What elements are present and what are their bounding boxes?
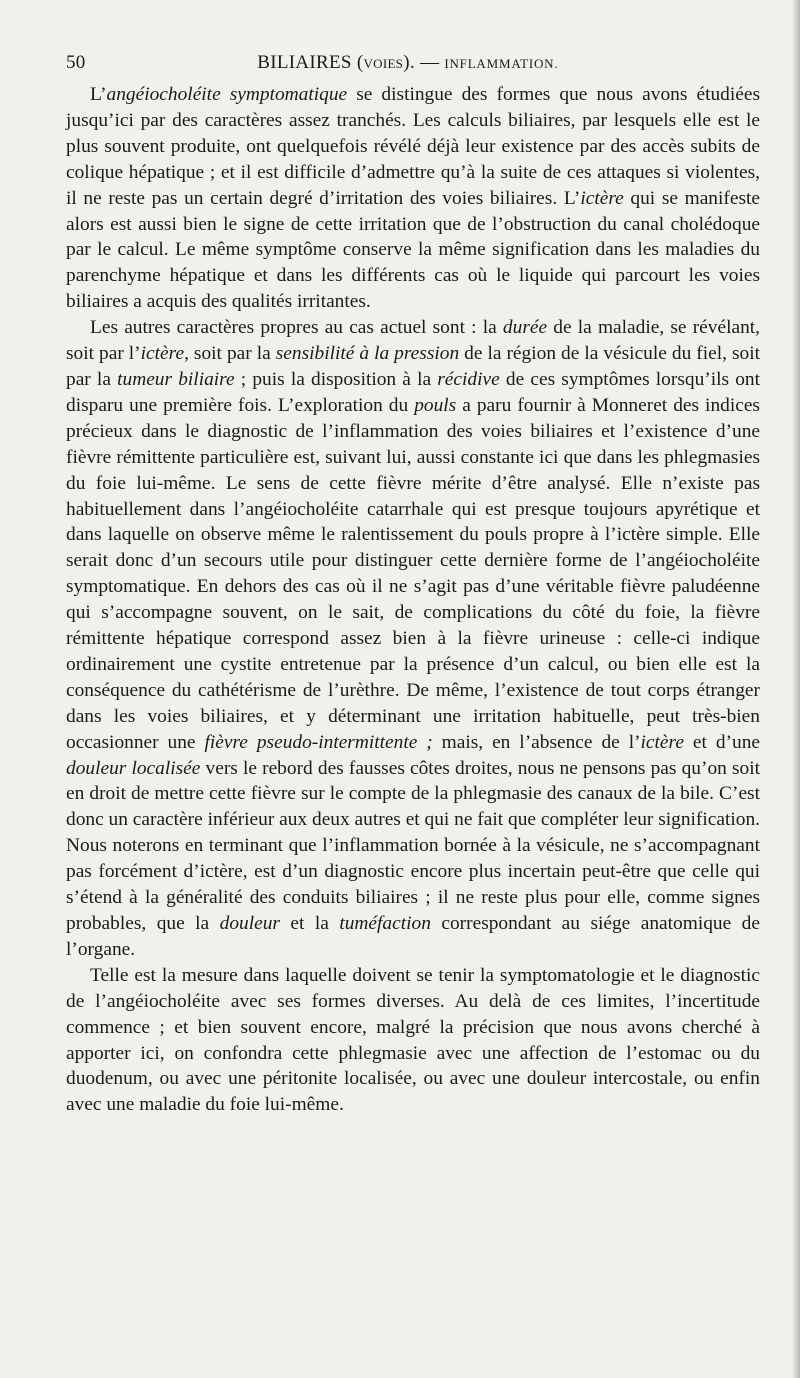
page-edge-shadow bbox=[792, 0, 800, 1378]
term-duree: durée bbox=[502, 317, 548, 339]
term-douleur-localisee: douleur localisée bbox=[66, 757, 201, 779]
term-sensibilite: sensibilité à la pression bbox=[275, 343, 460, 365]
paragraph-3: Telle est la mesure dans laquelle doivent se tenir la symptomatologie et le diagnostic de l’angéiocholéite avec ses formes diverses. Au delà de ces limites, l’incertitude commence ; et bien souvent encore, malgré la précision que nous avons cherché à apporter ici, on confondra cette phlegmasie avec une affection de l’estomac ou du duodenum, ou avec une péritonite localisée, ou avec une douleur intercostale, ou enfin avec une maladie du foie lui-même. bbox=[66, 964, 760, 1116]
term-douleur: douleur bbox=[219, 913, 280, 934]
term-tumefaction: tuméfaction bbox=[339, 913, 431, 934]
header-dash: — bbox=[419, 52, 440, 73]
term-angeiocholeite-symptomatique: angéiocholéite symptomatique bbox=[106, 84, 348, 105]
term-recidive: récidive bbox=[437, 368, 500, 390]
paragraph-2: Les autres caractères propres au cas actuel sont : la durée de la maladie, se révélant, soit par l’ictère, soit par la sensibilité à la pression de la région de la vésicule du fiel, soit par la tumeur biliaire ; puis la disposition à la récidive de ces symptômes lorsqu’ils ont disparu une première fois. L’exploration du pouls a paru fournir à Monneret des indices précieux dans le diagnostic de l’inflammation des voies biliaires et l’existence d’une fièvre rémittente particulière est, suivant lui, aussi constante ici que dans les phlegmasies du foie lui-même. Le sens de cette fièvre mérite d’être analysé. Elle n’existe pas habituellement dans l’angéiocholéite catarrhale qui est presque toujours apyrétique et dans laquelle on observe même le ralentissement du pouls propre à l’ictère simple. Elle serait donc d’un secours utile pour distinguer cette dernière forme de l’angéiocholéite symptomatique. En dehors des cas où il ne s’agit pas d’une véritable fièvre paludéenne qui s’accompagne souvent, on le sait, de complications du côté du foie, la fièvre rémittente hépatique correspond assez bien à la fièvre urineuse : celle-ci indique ordinairement une cystite entretenue par la présence d’un calcul, ou bien elle est la conséquence du cathétérisme de l’urèthre. De même, l’existence de tout corps étranger dans les voies biliaires, et y déterminant une irritation habituelle, peut très-bien occasionner une fièvre pseudo-intermittente ; mais, en l’absence de l’ictère et d’une douleur localisée vers le rebord des fausses côtes droites, nous ne pensons pas qu’on soit en droit de mettre cette fièvre sur le compte de la phlegmasie des canaux de la bile. C’est donc un caractère inférieur aux deux autres et qui ne fait que compléter leur signification. Nous noterons en terminant que l’inflammation bornée à la vésicule, ne s’accompagnant pas forcément d’ictère, est d’un diagnostic encore plus incertain peut-être que celle qui s’étend à la généralité des conduits biliaires ; il ne reste plus pour elle, comme signes probables, que la douleur et la tuméfaction correspondant au siége anatomique de l’organe. bbox=[66, 317, 761, 960]
header-voies: (voies) bbox=[356, 52, 410, 73]
term-ictere: ictère bbox=[140, 343, 185, 365]
paragraph-1: L’angéiocholéite symptomatique se distingue des formes que nous avons étudiées jusqu’ici par des caractères assez tranchés. Les calculs biliaires, par lesquels elle est le plus souvent produite, ont quelquefois révélé déjà leur existence par des accès subits de colique hépatique ; et il est difficile d’admettre qu’à la suite de ces attaques si violentes, il ne reste pas un certain degré d’irritation des voies biliaires. L’ictère qui se manifeste alors est aussi bien le signe de cette irritation que de l’obstruction du canal cholédoque par le calcul. Le même symptôme conserve la même signification dans les maladies du parenchyme hépatique et dans les différents cas où le liquide qui parcourt les voies biliaires a acquis des qualités irritantes. bbox=[66, 84, 760, 313]
running-title bbox=[86, 52, 730, 74]
page-number: 50 bbox=[66, 52, 86, 73]
header-dot: . bbox=[409, 52, 415, 73]
term-ictere: ictère bbox=[580, 187, 624, 209]
term-tumeur-biliaire: tumeur biliaire bbox=[117, 368, 235, 390]
running-header bbox=[66, 52, 760, 74]
term-pouls: pouls bbox=[414, 394, 457, 416]
header-section: INFLAMMATION. bbox=[444, 56, 559, 71]
term-fievre-pseudo-intermittente: fièvre pseudo-intermittente ; bbox=[204, 731, 433, 753]
term-ictere: ictère bbox=[640, 731, 684, 753]
header-title: BILIAIRES bbox=[257, 52, 352, 73]
